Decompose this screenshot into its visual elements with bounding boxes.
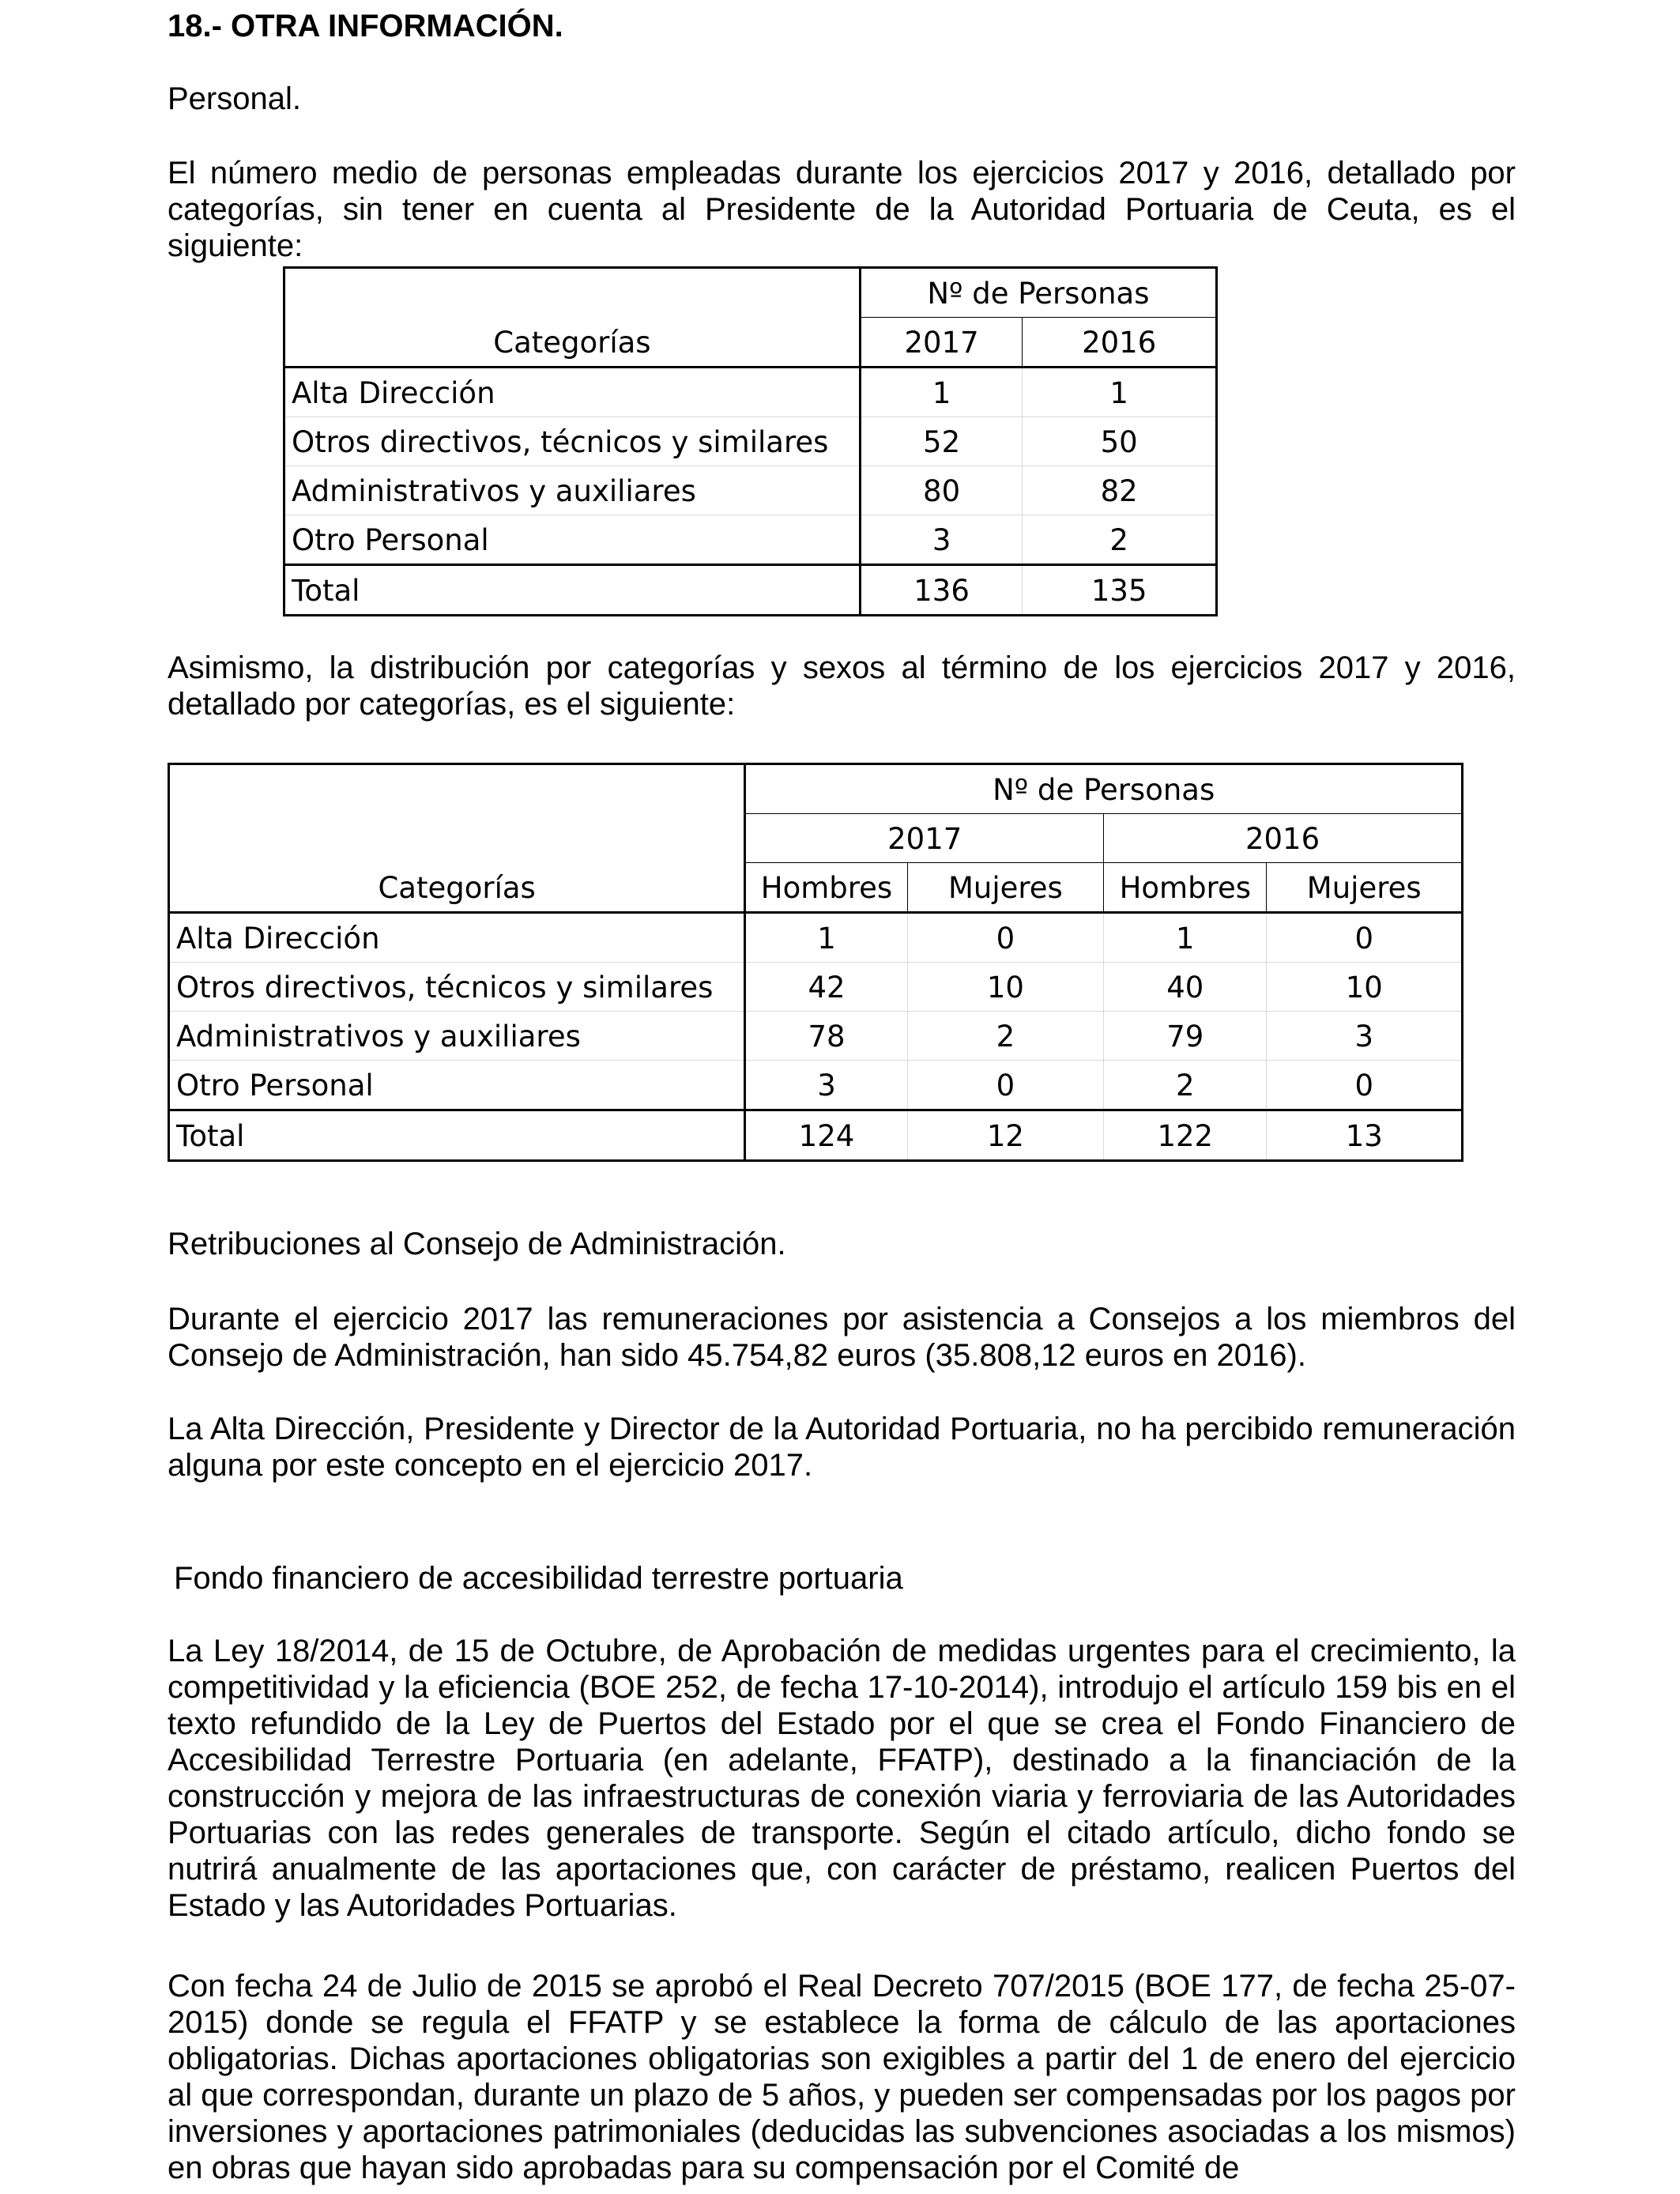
table1-2016-cell: 2	[1023, 515, 1217, 565]
table1-category-cell: Administrativos y auxiliares	[284, 466, 861, 515]
employees-gender-table	[168, 763, 1463, 1162]
table2-category-cell: Total	[169, 1110, 745, 1161]
section-title: 18.- OTRA INFORMACIÓN.	[168, 9, 563, 43]
personal-heading: Personal.	[168, 81, 301, 116]
table2-cell: 0	[1267, 913, 1463, 963]
table2-cell: 12	[907, 1110, 1103, 1161]
table1-2017-cell: 80	[860, 466, 1023, 515]
table2-cell: 10	[1267, 963, 1463, 1012]
table2-cell: 79	[1104, 1012, 1267, 1061]
table2-category-cell: Otros directivos, técnicos y similares	[169, 963, 745, 1012]
table2-cell: 42	[745, 963, 907, 1012]
table2-year-2016-header: 2016	[1104, 814, 1463, 863]
table1-year-2017-header: 2017	[860, 318, 1023, 368]
table2-category-cell: Alta Dirección	[169, 913, 745, 963]
table-row	[284, 368, 1217, 417]
personal-intro: El número medio de personas empleadas durante los ejercicios 2017 y 2016, detallado por categorías, sin tener en cuenta al Presidente de la Autoridad Portuaria de Ceuta, es el siguiente:	[168, 156, 1516, 263]
table2-cell: 10	[907, 963, 1103, 1012]
retribuciones-paragraph-1: Durante el ejercicio 2017 las remuneraciones por asistencia a Consejos a los miembros del Consejo de Administración, han sido 45.754,82 euros (35.808,12 euros en 2016).	[168, 1302, 1516, 1373]
table1-category-cell: Otros directivos, técnicos y similares	[284, 417, 861, 466]
table2-category-cell: Administrativos y auxiliares	[169, 1012, 745, 1061]
distribution-intro: Asimismo, la distribución por categorías y sexos al término de los ejercicios 2017 y 2016, detallado por categorías, es el siguiente:	[168, 650, 1516, 722]
table2-cell: 0	[1267, 1061, 1463, 1110]
table2-category-header: Categorías	[169, 863, 745, 913]
table2-hombres-2016-header: Hombres	[1104, 863, 1267, 913]
table2-category-cell: Otro Personal	[169, 1061, 745, 1110]
retribuciones-heading: Retribuciones al Consejo de Administración.	[168, 1227, 786, 1261]
table2-cell: 2	[907, 1012, 1103, 1061]
table1-2017-cell: 52	[860, 417, 1023, 466]
table2-year-2017-header: 2017	[745, 814, 1104, 863]
table1-category-cell: Total	[284, 565, 861, 616]
table2-hombres-2017-header: Hombres	[745, 863, 907, 913]
table2-cell: 40	[1104, 963, 1267, 1012]
table-row	[284, 515, 1217, 565]
table1-2016-cell: 50	[1023, 417, 1217, 466]
table-row	[284, 466, 1217, 515]
table2-group-header: Nº de Personas	[745, 764, 1463, 814]
table-row-total	[284, 565, 1217, 616]
table2-cell: 3	[745, 1061, 907, 1110]
retribuciones-paragraph-2: La Alta Dirección, Presidente y Director de la Autoridad Portuaria, no ha percibido remuneración alguna por este concepto en el ejercicio 2017.	[168, 1412, 1516, 1483]
employees-average-table	[283, 266, 1218, 616]
table2-cell: 2	[1104, 1061, 1267, 1110]
table2-cell: 0	[907, 913, 1103, 963]
table2-cell: 124	[745, 1110, 907, 1161]
table1-year-2016-header: 2016	[1023, 318, 1217, 368]
table2-cell: 1	[1104, 913, 1267, 963]
table-row	[169, 1061, 1463, 1110]
table2-cell: 13	[1345, 1119, 1383, 1153]
table-row	[169, 913, 1463, 963]
table-row	[169, 963, 1463, 1012]
table1-category-cell: Otro Personal	[284, 515, 861, 565]
table1-2017-cell: 1	[860, 368, 1023, 417]
fondo-paragraph-2: Con fecha 24 de Julio de 2015 se aprobó el Real Decreto 707/2015 (BOE 177, de fecha 25-07-2015) donde se regula el FFATP y se establece la forma de cálculo de las aportaciones obligatorias. Dichas aportaciones obligatorias son exigibles a partir del 1 de enero del ejercicio al que correspondan, durante un plazo de 5 años, y pueden ser compensadas por los pagos por inversiones y aportaciones patrimoniales (deducidas las subvenciones asociadas a los mismos) en obras que hayan sido aprobadas para su compensación por el Comité de	[168, 1969, 1516, 2185]
table1-category-cell: Alta Dirección	[284, 368, 861, 417]
table1-2016-cell: 1	[1023, 368, 1217, 417]
table2-cell: 122	[1104, 1110, 1267, 1161]
table-row	[169, 1012, 1463, 1061]
table2-cell: 0	[907, 1061, 1103, 1110]
table2-cell: 1	[745, 913, 907, 963]
table1-2016-cell: 82	[1023, 466, 1217, 515]
table2-mujeres-2017-header: Mujeres	[907, 863, 1103, 913]
table2-cell: 78	[745, 1012, 907, 1061]
table1-group-header: Nº de Personas	[860, 268, 1216, 318]
table1-category-header: Categorías	[284, 318, 861, 368]
table1-2017-cell: 3	[860, 515, 1023, 565]
fondo-paragraph-1: La Ley 18/2014, de 15 de Octubre, de Aprobación de medidas urgentes para el crecimiento, la competitividad y la eficiencia (BOE 252, de fecha 17-10-2014), introdujo el artículo 159 bis en el texto refundido de la Ley de Puertos del Estado por el que se crea el Fondo Financiero de Accesibilidad Terrestre Portuaria (en adelante, FFATP), destinado a la financiación de la construcción y mejora de las infraestructuras de conexión viaria y ferroviaria de las Autoridades Portuarias con las redes generales de transporte. Según el citado artículo, dicho fondo se nutrirá anualmente de las aportaciones que, con carácter de préstamo, realicen Puertos del Estado y las Autoridades Portuarias.	[168, 1634, 1516, 1923]
table1-2017-cell: 136	[860, 565, 1023, 616]
table-row	[284, 417, 1217, 466]
fondo-heading: Fondo financiero de accesibilidad terrestre portuaria	[174, 1561, 903, 1596]
table2-mujeres-2016-header: Mujeres	[1267, 863, 1463, 913]
table2-cell: 3	[1267, 1012, 1463, 1061]
table1-2016-cell: 135	[1090, 574, 1147, 608]
table-row-total	[169, 1110, 1463, 1161]
